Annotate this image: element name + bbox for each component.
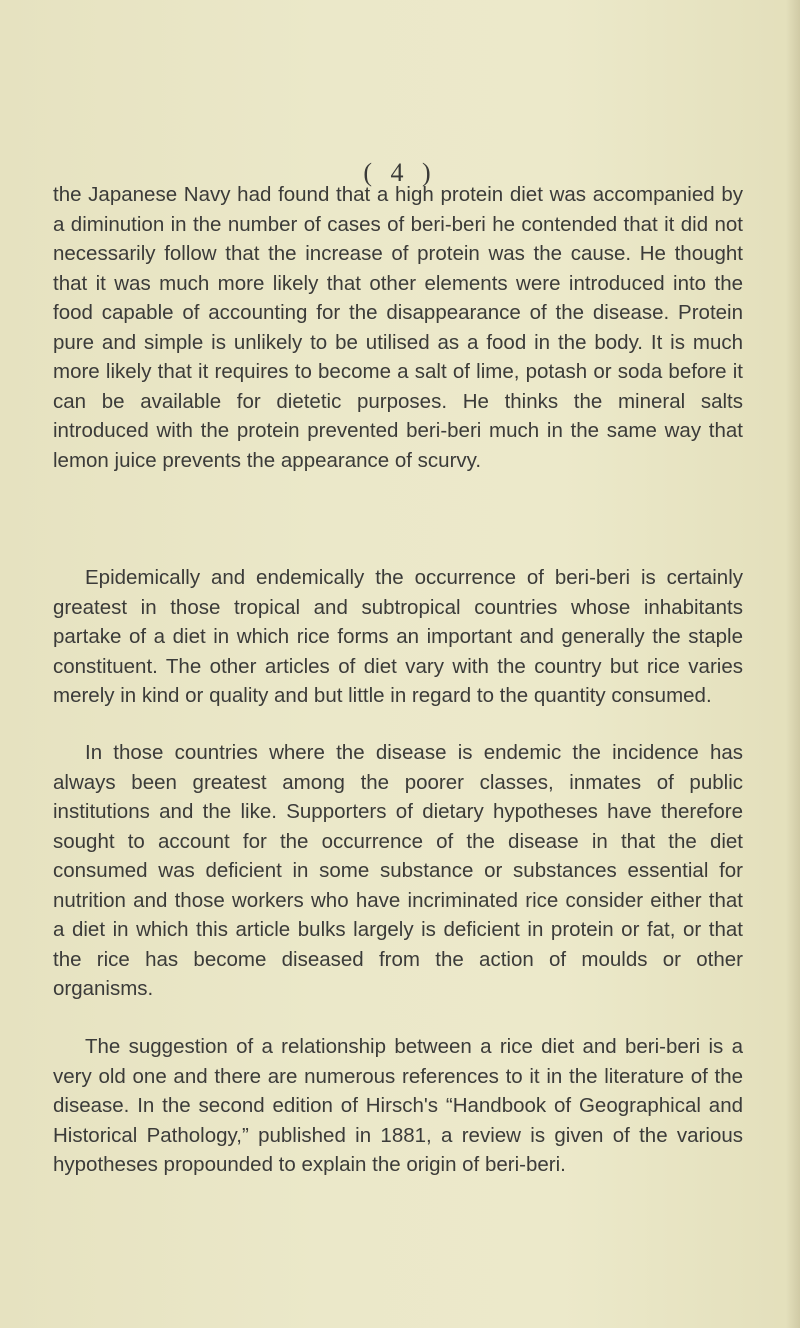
paragraph-3: In those countries where the disease is endemic the incidence has always been greatest among the poorer classes, inmates of public institutions and the like. Supporters of dietary hypotheses have therefore sought to account for the occurrence of the disease in that the diet consumed was deficient in some substance or substances essential for nutrition and those workers who have incriminated rice consider either that a diet in which this article bulks largely is deficient in protein or fat, or that the rice has become diseased from the action of moulds or other organisms.: [53, 741, 743, 1000]
page-edge-shadow: [786, 0, 800, 1328]
page-number: ( 4 ): [363, 158, 437, 187]
paragraph-1: the Japanese Navy had found that a high protein diet was accompanied by a diminution in the number of cases of beri-beri he contended that it did not necessarily follow that the increase of protein was the cause. He thought that it was much more likely that other elements were introduced into the food capable of accounting for the disappearance of the disease. Protein pure and simple is unlikely to be utilised as a food in the body. It is much more likely that it requires to become a salt of lime, potash or soda before it can be available for dietetic purposes. He thinks the mineral salts introduced with the protein prevented beri-beri much in the same way that lemon juice prevents the appearance of scurvy.: [53, 183, 743, 472]
paragraph-2: Epidemically and endemically the occurrence of beri-beri is certainly greatest in those tropical and subtropical countries whose inhabitants partake of a diet in which rice forms an important and generally the staple constituent. The other articles of diet vary with the country but rice varies merely in kind or quality and but little in regard to the quantity consumed.: [53, 566, 743, 707]
paragraph-4: The suggestion of a relationship between a rice diet and beri-beri is a very old one and there are numerous references to it in the literature of the disease. In the second edition of Hirsch's “Handbook of Geographical and Historical Pathology,” published in 1881, a review is given of the various hypotheses propounded to explain the origin of beri-beri.: [53, 1035, 743, 1176]
